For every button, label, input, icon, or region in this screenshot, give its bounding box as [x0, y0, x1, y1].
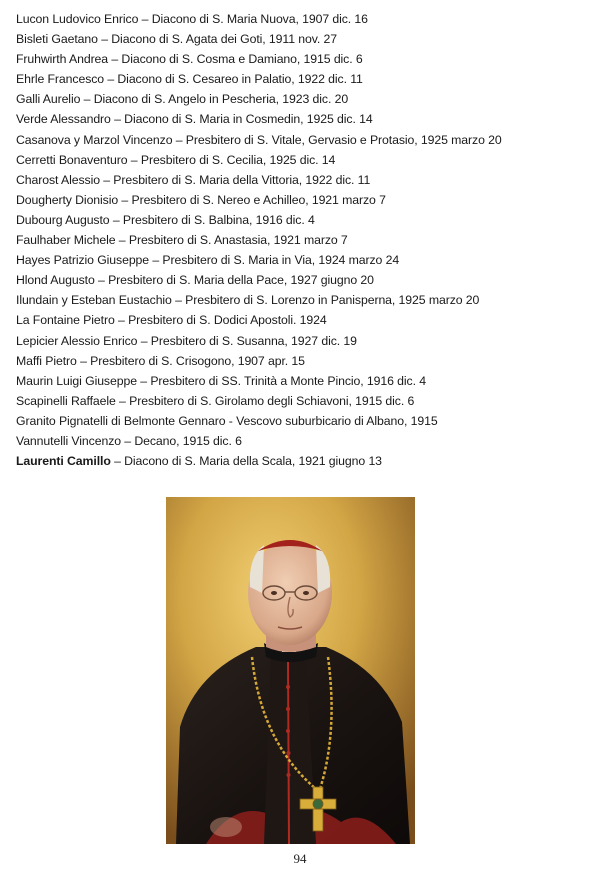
list-item	[16, 334, 586, 354]
cardinal-name: Galli Aurelio	[16, 92, 81, 107]
cardinal-name: Lucon Ludovico Enrico	[16, 12, 139, 26]
cardinal-title: – Presbitero di S. Maria in Via, 1924 marzo 24	[149, 253, 400, 268]
cardinal-name: Granito Pignatelli di Belmonte Gennaro	[16, 413, 226, 428]
cardinal-name: Laurenti Camillo	[16, 454, 111, 469]
list-item	[16, 12, 586, 32]
cardinal-title: - Vescovo suburbicario di Albano, 1915	[225, 413, 438, 428]
cardinal-name: Faulhaber Michele	[16, 233, 116, 248]
cardinal-name: Cerretti Bonaventuro	[16, 152, 128, 167]
cardinal-title: – Presbitero di S. Cecilia, 1925 dic. 14	[127, 152, 336, 167]
list-item	[16, 72, 586, 92]
list-item	[16, 374, 586, 394]
cardinal-title: – Diacono di S. Maria della Scala, 1921 giugno 13	[110, 454, 382, 469]
list-item	[16, 32, 586, 52]
cardinal-title: – Presbitero di S. Maria della Vittoria, 1922 dic. 11	[99, 172, 371, 187]
cardinal-name: Bisleti Gaetano	[16, 32, 98, 47]
list-item	[16, 173, 586, 193]
cardinal-title: – Presbitero di S. Anastasia, 1921 marzo 7	[115, 233, 348, 248]
cardinal-name: Dubourg Augusto	[16, 212, 110, 227]
page-number: 94	[293, 851, 307, 866]
cardinal-name: Hlond Augusto	[16, 273, 95, 288]
cardinal-name: Dougherty Dionisio	[16, 192, 119, 207]
list-item	[16, 454, 586, 474]
cardinal-title: – Presbitero di SS. Trinità a Monte Pincio, 1916 dic. 4	[136, 373, 426, 388]
list-item	[16, 313, 586, 333]
cardinal-title: – Diacono di S. Angelo in Pescheria, 1923 dic. 20	[80, 92, 349, 107]
list-item	[16, 394, 586, 414]
list-item	[16, 213, 586, 233]
list-item	[16, 253, 586, 273]
cardinal-name: Maffi Pietro	[16, 353, 77, 368]
list-item	[16, 133, 586, 153]
portrait-painting	[166, 497, 415, 844]
cardinal-name: Fruhwirth Andrea	[16, 52, 109, 67]
cardinal-name: Verde Alessandro	[16, 112, 111, 127]
list-item	[16, 434, 586, 454]
cardinal-title: – Diacono di S. Maria Nuova, 1907 dic. 16	[138, 12, 368, 26]
cardinal-title: – Presbitero di S. Girolamo degli Schiavoni, 1915 dic. 6	[115, 393, 415, 408]
cardinal-title: – Diacono di S. Agata dei Goti, 1911 nov. 27	[97, 32, 338, 47]
cardinal-title: – Presbitero di S. Maria della Pace, 1927 giugno 20	[94, 273, 374, 288]
cardinal-name: La Fontaine Pietro	[16, 313, 115, 328]
cardinal-portrait	[166, 497, 415, 844]
cardinal-title: – Presbitero di S. Crisogono, 1907 apr. 15	[76, 353, 305, 368]
list-item	[16, 193, 586, 213]
cardinal-title: – Presbitero di S. Lorenzo in Panisperna, 1925 marzo 20	[171, 293, 480, 308]
cardinal-title: – Presbitero di S. Dodici Apostoli. 1924	[114, 313, 327, 328]
cardinal-title: – Diacono di S. Cesareo in Palatio, 1922 dic. 11	[104, 72, 363, 87]
list-item	[16, 92, 586, 112]
cardinal-title: – Decano, 1915 dic. 6	[120, 433, 242, 448]
cardinal-name: Lepicier Alessio Enrico	[16, 333, 138, 348]
cardinal-name: Scapinelli Raffaele	[16, 393, 116, 408]
cardinal-title: – Presbitero di S. Susanna, 1927 dic. 19	[137, 333, 357, 348]
cardinal-name: Hayes Patrizio Giuseppe	[16, 253, 150, 268]
cardinal-title: – Diacono di S. Cosma e Damiano, 1915 dic. 6	[108, 52, 363, 67]
cardinal-title: – Diacono di S. Maria in Cosmedin, 1925 dic. 14	[110, 112, 373, 127]
cardinal-name: Casanova y Marzol Vincenzo	[16, 132, 173, 147]
cardinal-name: Ehrle Francesco	[16, 72, 105, 87]
cardinal-name: Ilundain y Esteban Eustachio	[16, 293, 172, 308]
cardinal-title: – Presbitero di S. Balbina, 1916 dic. 4	[109, 212, 315, 227]
list-item	[16, 112, 586, 132]
list-item	[16, 153, 586, 173]
list-item	[16, 52, 586, 72]
list-item	[16, 233, 586, 253]
cardinal-title: – Presbitero di S. Vitale, Gervasio e Protasio, 1925 marzo 20	[172, 132, 502, 147]
cardinal-name: Vannutelli Vincenzo	[16, 433, 121, 448]
list-item	[16, 273, 586, 293]
cardinal-list	[16, 12, 586, 474]
list-item	[16, 354, 586, 374]
list-item	[16, 414, 586, 434]
list-item	[16, 293, 586, 313]
cardinal-name: Charost Alessio	[16, 172, 100, 187]
cardinal-name: Maurin Luigi Giuseppe	[16, 373, 137, 388]
cardinal-title: – Presbitero di S. Nereo e Achilleo, 1921 marzo 7	[118, 192, 386, 207]
